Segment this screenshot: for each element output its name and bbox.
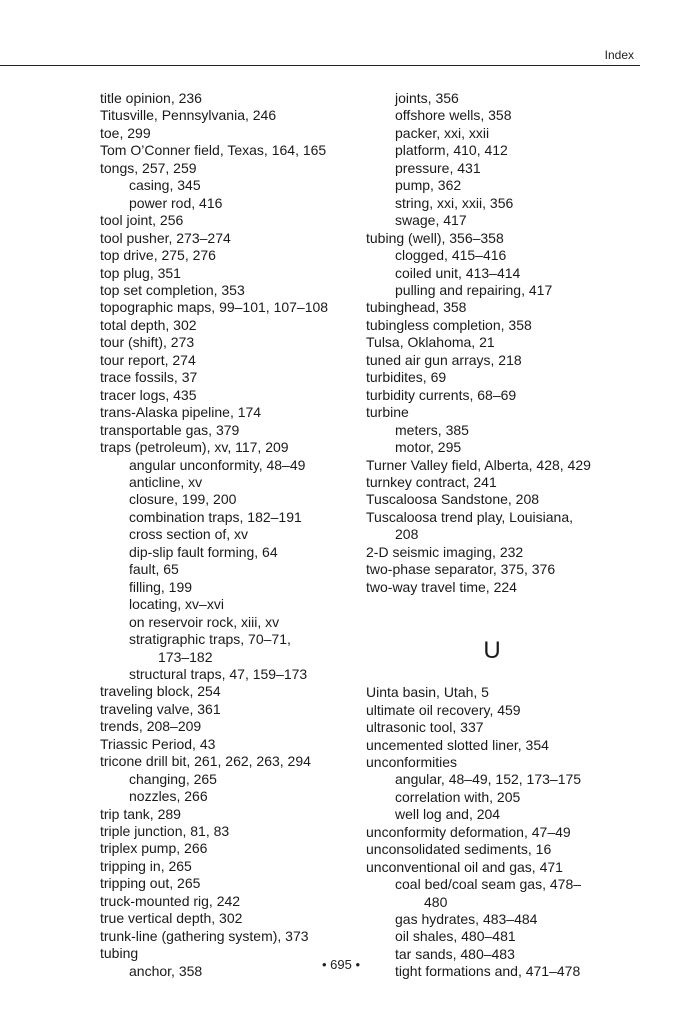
index-subentry: meters, 385 [395, 421, 469, 438]
index-entry: tool pusher, 273–274 [100, 229, 231, 246]
index-entry: traveling valve, 361 [100, 700, 221, 717]
index-entry: triple junction, 81, 83 [100, 823, 230, 840]
index-subentry: filling, 199 [129, 578, 193, 595]
index-subentry: tight formations and, 471–478 [395, 963, 581, 980]
index-subentry: nozzles, 266 [129, 788, 208, 805]
index-subentry: tar sands, 480–483 [395, 945, 515, 962]
index-entry: top drive, 275, 276 [100, 247, 216, 264]
index-entry: uncemented slotted liner, 354 [366, 736, 549, 753]
left-entry-list [100, 90, 358, 980]
index-entry: unconventional oil and gas, 471 [366, 858, 563, 875]
index-entry: triplex pump, 266 [100, 840, 208, 857]
index-subentry: combination traps, 182–191 [129, 508, 302, 525]
index-entry: turbidity currents, 68–69 [366, 386, 517, 403]
index-subentry: cross section of, xv [129, 526, 249, 543]
index-entry: trace fossils, 37 [100, 369, 198, 386]
index-subentry: closure, 199, 200 [129, 491, 237, 508]
index-entry: toe, 299 [100, 124, 151, 141]
right-entry-list-t [366, 90, 648, 596]
page-number: • 695 • [321, 957, 361, 972]
index-subentry: motor, 295 [395, 439, 462, 456]
index-column-left [100, 90, 358, 980]
index-subentry: locating, xv–xvi [129, 596, 224, 613]
index-entry: truck-mounted rig, 242 [100, 892, 241, 909]
index-subentry: oil shales, 480–481 [395, 928, 516, 945]
index-subentry: angular unconformity, 48–49 [129, 456, 306, 473]
index-entry: Tom O’Conner field, Texas, 164, 165 [100, 142, 327, 159]
index-subentry: pump, 362 [395, 177, 462, 194]
index-entry: tool joint, 256 [100, 212, 184, 229]
index-subentry: swage, 417 [395, 212, 467, 229]
index-entry: turbine [366, 404, 409, 421]
index-column-right [366, 90, 648, 981]
index-entry: traveling block, 254 [100, 683, 221, 700]
index-subentry: pressure, 431 [395, 159, 481, 176]
index-entry: tuned air gun arrays, 218 [366, 351, 522, 368]
index-entry: Turner Valley field, Alberta, 428, 429 [366, 456, 591, 473]
index-entry: Tulsa, Oklahoma, 21 [366, 334, 495, 351]
index-subentry: packer, xxi, xxii [395, 124, 490, 141]
index-entry: unconformity deformation, 47–49 [366, 823, 571, 840]
index-subentry: string, xxi, xxii, 356 [395, 194, 514, 211]
index-entry: tour (shift), 273 [100, 334, 195, 351]
header-rule [0, 65, 640, 66]
index-entry: unconformities [366, 753, 458, 770]
index-subentry: casing, 345 [129, 177, 201, 194]
index-entry: turnkey contract, 241 [366, 473, 497, 490]
index-entry: trip tank, 289 [100, 805, 181, 822]
index-entry: 2-D seismic imaging, 232 [366, 543, 524, 560]
index-entry: trunk-line (gathering system), 373 [100, 927, 309, 944]
index-subentry: changing, 265 [129, 770, 217, 787]
index-entry: tubing (well), 356–358 [366, 229, 504, 246]
index-entry: transportable gas, 379 [100, 421, 240, 438]
index-entry: trends, 208–209 [100, 718, 202, 735]
index-subentry: stratigraphic traps, 70–71, [129, 631, 291, 648]
index-subentry: on reservoir rock, xiii, xv [129, 613, 280, 630]
index-subentry: well log and, 204 [395, 806, 501, 823]
index-entry: two-phase separator, 375, 376 [366, 561, 556, 578]
index-entry: Triassic Period, 43 [100, 735, 216, 752]
index-entry: trans-Alaska pipeline, 174 [100, 404, 262, 421]
index-subentry: correlation with, 205 [395, 788, 521, 805]
index-entry: tour report, 274 [100, 351, 196, 368]
running-header-title: Index [604, 48, 634, 62]
index-entry: turbidites, 69 [366, 369, 447, 386]
index-entry: tripping out, 265 [100, 875, 201, 892]
index-entry: tripping in, 265 [100, 857, 192, 874]
index-entry: top plug, 351 [100, 264, 181, 281]
index-entry: tubingless completion, 358 [366, 316, 532, 333]
index-entry: tubinghead, 358 [366, 299, 467, 316]
index-subentry: 173–182 [158, 648, 213, 665]
index-entry: title opinion, 236 [100, 90, 202, 106]
index-entry: Uinta basin, Utah, 5 [366, 684, 489, 701]
index-entry: tricone drill bit, 261, 262, 263, 294 [100, 753, 311, 770]
index-subentry: platform, 410, 412 [395, 142, 508, 159]
index-subentry: angular, 48–49, 152, 173–175 [395, 771, 582, 788]
index-subentry: dip-slip fault forming, 64 [129, 543, 278, 560]
index-subentry: pulling and repairing, 417 [395, 281, 553, 298]
index-subentry: power rod, 416 [129, 194, 223, 211]
index-subentry: 208 [395, 526, 419, 543]
index-subentry: joints, 356 [395, 90, 459, 106]
index-entry: two-way travel time, 224 [366, 578, 517, 595]
index-subentry: fault, 65 [129, 561, 179, 578]
index-subentry: offshore wells, 358 [395, 107, 512, 124]
index-subentry: clogged, 415–416 [395, 247, 507, 264]
index-entry: ultimate oil recovery, 459 [366, 701, 521, 718]
index-subentry: anchor, 358 [129, 962, 203, 979]
index-entry: traps (petroleum), xv, 117, 209 [100, 439, 289, 456]
index-subentry: structural traps, 47, 159–173 [129, 665, 308, 682]
index-subentry: gas hydrates, 483–484 [395, 911, 538, 928]
index-entry: tubing [100, 945, 139, 962]
index-subentry: coiled unit, 413–414 [395, 264, 521, 281]
index-entry: Titusville, Pennsylvania, 246 [100, 107, 277, 124]
index-entry: tracer logs, 435 [100, 386, 197, 403]
index-subentry: coal bed/coal seam gas, 478– [395, 876, 582, 893]
index-entry: Tuscaloosa trend play, Louisiana, [366, 508, 574, 525]
index-entry: Tuscaloosa Sandstone, 208 [366, 491, 540, 508]
index-entry: top set completion, 353 [100, 281, 245, 298]
section-letter-heading: U [483, 637, 501, 665]
index-entry: total depth, 302 [100, 316, 197, 333]
index-entry: true vertical depth, 302 [100, 910, 243, 927]
right-entry-list-u [366, 684, 648, 981]
index-entry: ultrasonic tool, 337 [366, 719, 484, 736]
index-entry: topographic maps, 99–101, 107–108 [100, 299, 329, 316]
index-entry: tongs, 257, 259 [100, 159, 197, 176]
index-subentry: anticline, xv [129, 473, 203, 490]
index-entry: unconsolidated sediments, 16 [366, 841, 552, 858]
index-subentry: 480 [424, 893, 448, 910]
